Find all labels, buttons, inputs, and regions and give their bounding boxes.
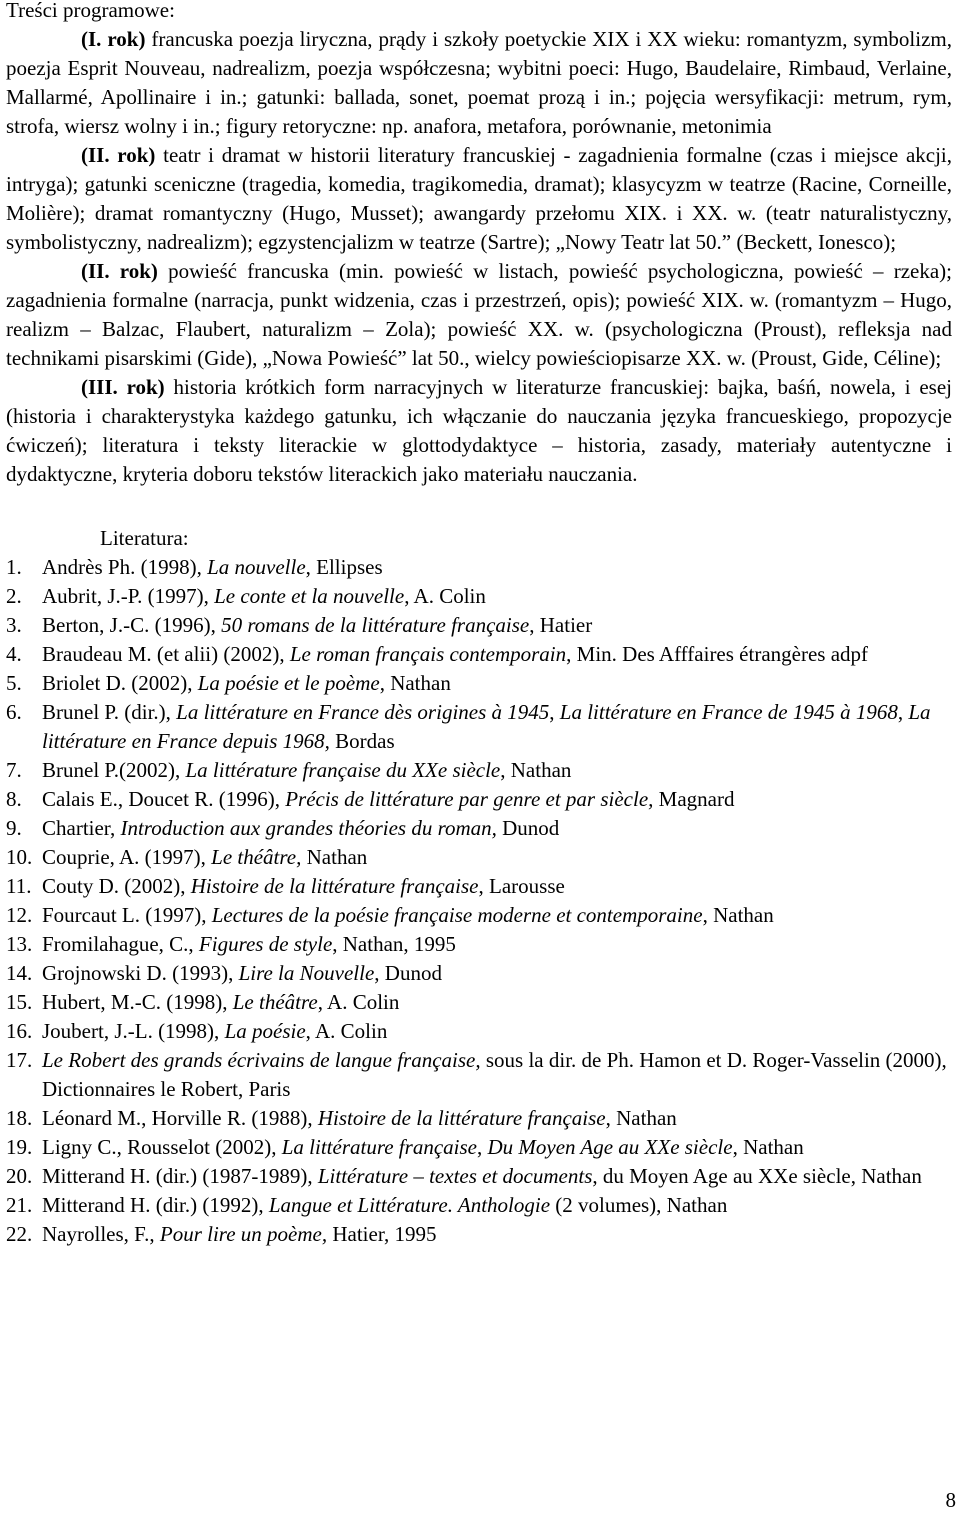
bibliography-item-number: 12. [6, 903, 33, 927]
bibliography-item-title: Langue et Littérature. Anthologie [268, 1193, 551, 1217]
bibliography-item-title: Le conte et la nouvelle [214, 584, 405, 608]
bibliography-item-text: Couprie, A. (1997), [42, 845, 212, 869]
bibliography-item-number: 6. [6, 700, 22, 724]
program-sections [6, 25, 952, 489]
bibliography-item-text: Chartier, [42, 816, 121, 840]
section-year-1 [6, 25, 952, 141]
bibliography-item-text: Hatier, 1995 [327, 1222, 437, 1246]
bibliography-item-text: , Nathan [702, 903, 774, 927]
bibliography-item-text: Mitterand H. (dir.) (1987-1989), [42, 1164, 318, 1188]
bibliography-item-text: Briolet D. (2002), [42, 671, 198, 695]
bibliography-item-title: Du Moyen Age au XXe siècle [487, 1135, 733, 1159]
bibliography-item-number: 16. [6, 1019, 33, 1043]
bibliography-item-text: Joubert, J.-L. (1998), [42, 1019, 225, 1043]
bibliography-item-text: Nayrolles, F., [42, 1222, 160, 1246]
program-content-heading: Treści programowe: [6, 0, 175, 22]
bibliography-item [6, 553, 952, 582]
bibliography-item-number: 15. [6, 990, 33, 1014]
bibliography-item-title: Lectures de la poésie française moderne et contemporaine [211, 903, 703, 927]
bibliography-item-number: 21. [6, 1193, 33, 1217]
bibliography-item-title: Littérature – textes et documents [317, 1164, 593, 1188]
bibliography-item-title: La littérature française du XXe siècle [185, 758, 501, 782]
bibliography-item-title: Le théâtre, [211, 845, 302, 869]
bibliography-item-text: sous la dir. de Ph. Hamon et D. Roger-Vasselin (2000), Dictionnaires le Robert, Paris [42, 1048, 947, 1101]
bibliography-item-text: Mitterand H. (dir.) (1992), [42, 1193, 269, 1217]
bibliography-item [6, 756, 952, 785]
bibliography-item-title: Le roman français contemporain [289, 642, 567, 666]
bibliography-item-text: , Ellipses [305, 555, 383, 579]
bibliography-item-text: Grojnowski D. (1993), [42, 961, 239, 985]
bibliography-item-number: 9. [6, 816, 22, 840]
bibliography-item-number: 3. [6, 613, 22, 637]
bibliography-item-title: Figures de style [198, 932, 333, 956]
bibliography-item-number: 19. [6, 1135, 33, 1159]
bibliography-item-text: Brunel P. (dir.), [42, 700, 177, 724]
bibliography-item [6, 669, 952, 698]
bibliography-item-title: La littérature en France dès origines à 1945 [176, 700, 550, 724]
bibliography-item-title: 50 romans de la littérature française [221, 613, 530, 637]
bibliography-item-number: 17. [6, 1048, 33, 1072]
section-year-label: (II. rok) [81, 143, 156, 167]
bibliography-item [6, 988, 952, 1017]
bibliography-item-text: , Nathan [379, 671, 451, 695]
bibliography-item-text: Fourcaut L. (1997), [42, 903, 212, 927]
bibliography-item-text: , Hatier [529, 613, 593, 637]
bibliography-item-text: , [897, 700, 909, 724]
bibliography-item [6, 1104, 952, 1133]
section-year-2-theatre [6, 141, 952, 257]
bibliography-item-text: , [549, 700, 560, 724]
section-year-label: (II. rok) [81, 259, 158, 283]
bibliography-item-title: Introduction aux grandes théories du roman, [120, 816, 497, 840]
bibliography-item [6, 698, 952, 756]
bibliography-item-title: La littérature en France depuis 1968, [42, 700, 931, 753]
bibliography-item-text: Braudeau M. (et alii) (2002), [42, 642, 290, 666]
bibliography-item-text: , Larousse [478, 874, 565, 898]
bibliography-item-text: , A. Colin [404, 584, 486, 608]
bibliography-item-number: 14. [6, 961, 33, 985]
bibliography-item-text: Hubert, M.-C. (1998), [42, 990, 233, 1014]
section-year-label: (I. rok) [81, 27, 146, 51]
bibliography-item-number: 5. [6, 671, 22, 695]
bibliography-item-number: 2. [6, 584, 22, 608]
bibliography-item-text: Brunel P.(2002), [42, 758, 186, 782]
bibliography-item-text: Léonard M., Horville R. (1988), [42, 1106, 318, 1130]
bibliography-item-text: Dunod [496, 816, 560, 840]
bibliography-item-title: Histoire de la littérature française [317, 1106, 606, 1130]
bibliography-item-text: Calais E., Doucet R. (1996), [42, 787, 286, 811]
bibliography-item [6, 1046, 952, 1104]
bibliography-item-text: Nathan [301, 845, 368, 869]
section-year-3 [6, 373, 952, 489]
bibliography-item [6, 872, 952, 901]
bibliography-item-text: , [476, 1135, 488, 1159]
bibliography-item [6, 640, 952, 669]
bibliography-item [6, 930, 952, 959]
section-text: francuska poezja liryczna, prądy i szkoły poetyckie XIX i XX wieku: romantyzm, symbolizm, poezja Esprit Nouveau, nadrealizm, poezja współczesna; wybitni poeci: Hugo, Baudelaire, Rimbaud, Verlaine, Mallarmé, Apollinaire i in.; gatunki: ballada, sonet, poemat prozą i in.; pojęcia wersyfikacji: metrum, rym, strofa, wiersz wolny i in.; figury retoryczne: np. anafora, metafora, porównanie, metonimia [6, 27, 953, 138]
bibliography-item-title: Pour lire un poème, [159, 1222, 328, 1246]
bibliography-item-text: , du Moyen Age au XXe siècle, Nathan [592, 1164, 922, 1188]
bibliography-item-title: La nouvelle [207, 555, 306, 579]
bibliography-item-number: 22. [6, 1222, 33, 1246]
bibliography-item-text: Magnard [653, 787, 735, 811]
bibliography-item-text: Andrès Ph. (1998), [42, 555, 208, 579]
bibliography-item-text: , Min. Des Afffaires étrangères adpf [566, 642, 869, 666]
bibliography-item-title: Le théâtre [232, 990, 318, 1014]
bibliography-item-text: Aubrit, J.-P. (1997), [42, 584, 215, 608]
section-text: powieść francuska (min. powieść w listach, powieść psychologiczna, powieść – rzeka); zagadnienia formalne (narracja, punkt widzenia, czas i przestrzeń, opis); powieść XIX. w. (romantyzm – Hugo, realizm – Balzac, Flaubert, naturalizm – Zola); powieść XX. w. (psychologiczna (Proust), refleksja nad technikami pisarskimi (Gide), „Nowa Powieść” lat 50., wielcy powieściopisarze XX. w. (Proust, Gide, Céline); [6, 259, 952, 370]
bibliography-item-text: (2 volumes), Nathan [550, 1193, 728, 1217]
bibliography-item-text: , Nathan, 1995 [332, 932, 456, 956]
bibliography-item-number: 1. [6, 555, 22, 579]
bibliography-item-number: 11. [6, 874, 32, 898]
bibliography-item-text: , Nathan [732, 1135, 804, 1159]
bibliography-item [6, 814, 952, 843]
bibliography-item-text: , Dunod [374, 961, 442, 985]
bibliography-item-text: , A. Colin [305, 1019, 388, 1043]
bibliography-item-text: Couty D. (2002), [42, 874, 191, 898]
bibliography-item-text: Fromilahague, C., [42, 932, 199, 956]
bibliography-item-title: La poésie [224, 1019, 306, 1043]
bibliography-item-text: Bordas [329, 729, 395, 753]
bibliography-item-title: Le Robert des grands écrivains de langue française, [42, 1048, 481, 1072]
bibliography-item-number: 13. [6, 932, 33, 956]
bibliography-item [6, 611, 952, 640]
bibliography-item [6, 1191, 952, 1220]
bibliography-item-title: La littérature en France de 1945 à 1968 [559, 700, 898, 724]
bibliography-item-text: Ligny C., Rousselot (2002), [42, 1135, 282, 1159]
bibliography-item-number: 4. [6, 642, 22, 666]
page-number: 8 [945, 1488, 956, 1512]
bibliography-item [6, 1133, 952, 1162]
bibliography-item-title: Histoire de la littérature française [190, 874, 479, 898]
section-year-2-novel [6, 257, 952, 373]
bibliography-item [6, 959, 952, 988]
bibliography-item [6, 785, 952, 814]
bibliography-item-title: La littérature française [281, 1135, 477, 1159]
bibliography-item-number: 10. [6, 845, 33, 869]
bibliography-item [6, 1162, 952, 1191]
bibliography-list [6, 553, 952, 1249]
bibliography-item-text: , A. Colin [317, 990, 400, 1014]
section-text: historia krótkich form narracyjnych w literaturze francuskiej: bajka, baśń, nowela, i esej (historia i charakterystyka każdego gatunku, ich włączanie do nauczania języka francueskiego, propozycje ćwiczeń); literatura i teksty literackie w glottodydaktyce – historia, zasady, materiały autentyczne i dydaktyczne, kryteria doboru tekstów literackich jako materiału nauczania. [6, 375, 953, 486]
bibliography-item-number: 18. [6, 1106, 33, 1130]
section-year-label: (III. rok) [81, 375, 165, 399]
bibliography-item-text: Berton, J.-C. (1996), [42, 613, 222, 637]
section-text: teatr i dramat w historii literatury francuskiej - zagadnienia formalne (czas i miejsce akcji, intryga); gatunki sceniczne (tragedia, komedia, tragikomedia, dramat); klasycyzm w teatrze (Racine, Corneille, Molière); dramat romantyczny (Hugo, Musset); awangardy przełomu XIX. i XX. w. (teatr naturalistyczny, symbolistyczny, nadrealizm); egzystencjalizm w teatrze (Sartre); „Nowy Teatr lat 50.” (Beckett, Ionesco); [6, 143, 953, 254]
bibliography-item-title: Précis de littérature par genre et par siècle, [285, 787, 654, 811]
bibliography-item-number: 20. [6, 1164, 33, 1188]
bibliography-item-text: , Nathan [500, 758, 572, 782]
bibliography-item [6, 1220, 952, 1249]
literature-heading: Literatura: [100, 526, 189, 550]
bibliography-item [6, 901, 952, 930]
bibliography-item [6, 843, 952, 872]
bibliography-item-title: La poésie et le poème [197, 671, 380, 695]
bibliography-item-number: 8. [6, 787, 22, 811]
bibliography-item-title: Lire la Nouvelle [238, 961, 375, 985]
bibliography-item [6, 582, 952, 611]
bibliography-item [6, 1017, 952, 1046]
bibliography-item-text: , Nathan [605, 1106, 677, 1130]
bibliography-item-number: 7. [6, 758, 22, 782]
